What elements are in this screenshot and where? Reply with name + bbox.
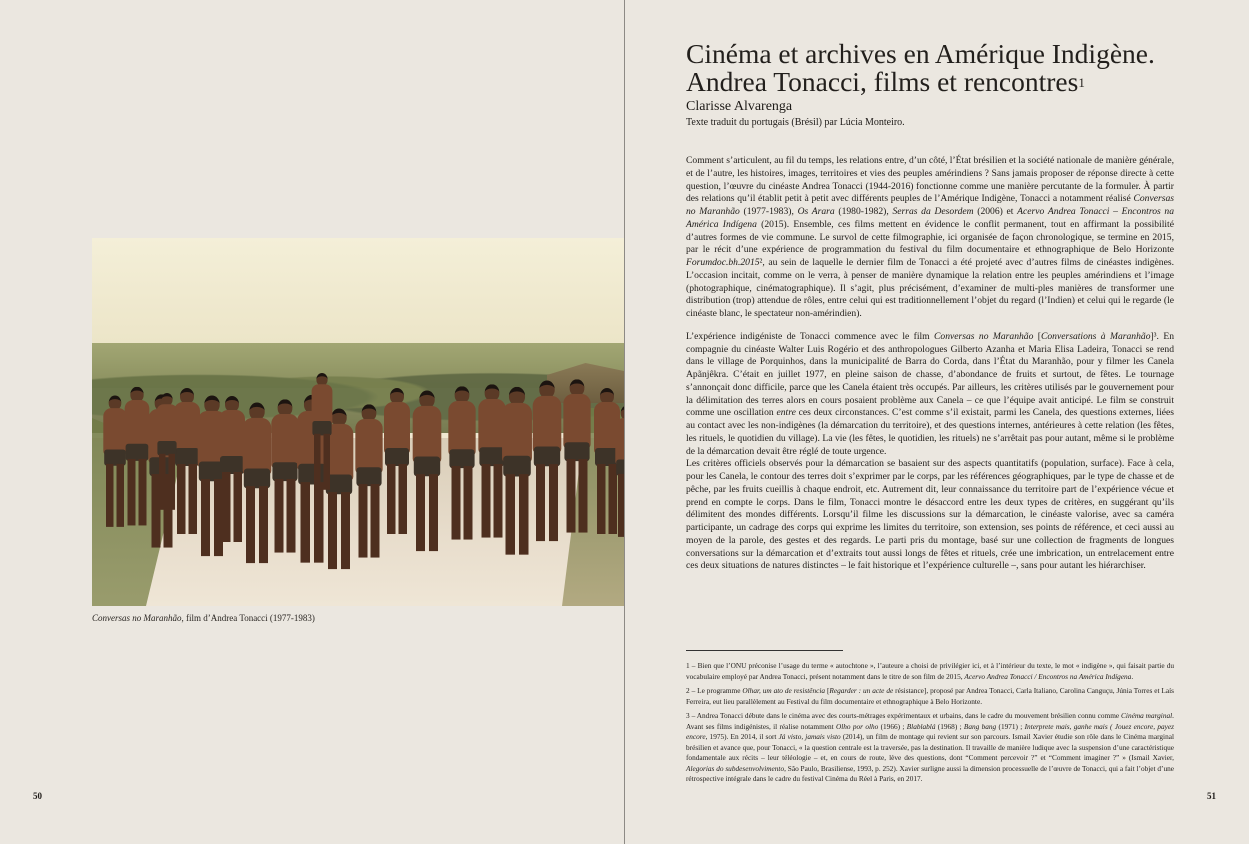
page-number-left: 50 <box>33 791 42 801</box>
text-run: ]³. En compagnie du cinéaste Walter Luis Rogério et des anthropologues Gilberto Azanha et Maria Elisa Ladeira, Tonacci se rend dans le village de Porquinhos, dans la municipalité de Barra do Corda, dans l’État du Maranhão, pour y filmer les Canela Apãnjêkra. C’était en juillet 1977, en pleine saison de chasse, d’abondance de fruits et surtout, de fêtes. Le tournage s’annonçait donc difficile, parce que les Canela étaient très occupés. Par ailleurs, les critères utilisés par le gouvernement pour la délimitation des terres alors en cours posaient problème aux Canela – ce que l’équipe avait anticipé. Le film se construit comme une oscillation <box>686 330 1174 419</box>
page-number-right: 51 <box>1207 791 1216 801</box>
footnote-2 <box>686 686 1174 707</box>
footnotes <box>686 661 1174 789</box>
footnote-1 <box>686 661 1174 682</box>
photo-person <box>561 379 593 537</box>
text-run: (1966) ; <box>878 721 907 731</box>
text-run: (1971) ; <box>996 721 1025 731</box>
photo-person <box>500 387 535 560</box>
body-paragraph-3: Les critères officiels observés pour la démarcation se basaient sur des aspects quantitatifs (population, surface). Face à cela, pour les Canela, le contour des terres doit s’exprimer par le corps, par les références géographiques, par le type de chasse et de pêche, par les fruits cueillis à chaque endroit, etc. Autrement dit, leur connaissance du territoire part de l’expérience vécue et prend en compte le corps. Dans le film, Tonacci montre le désaccord entre les deux types de critères, en suggérant qu’ils délimitent des mondes différents. Lorsqu’il filme les discussions sur la démarcation, le cinéaste valorise, avec sa caméra participante, un cadrage des corps qui exprime les limites du territoire, son extension, ses points de référence, et ceci aussi au moyen de la parole, des gestes et des regards. Le parti pris du montage, basé sur une collection de fragments de longues conversations sur la démarcation et d’extraits tout aussi longs de fêtes et rituels, crée une imbrication, un entrelacement entre ces deux situations de natures distinctes – le fait historique et l’expérience culturelle –, sans pour autant les hiérarchiser. <box>686 458 1174 572</box>
photo-person <box>411 391 444 556</box>
title-line-2: Andrea Tonacci, films et rencontres <box>686 66 1079 97</box>
text-run: Bang bang <box>963 721 997 731</box>
article-body <box>686 155 1174 573</box>
text-run: Blablablá <box>906 721 936 731</box>
photo-person <box>446 386 478 544</box>
text-run: Alegorias do subdesenvolvimento <box>686 763 785 773</box>
photo-person <box>310 373 334 493</box>
text-run: . Avant ses films indigénistes, il réalise notamment <box>686 711 1174 731</box>
body-paragraph-1 <box>686 155 1174 321</box>
title-footnote-marker: 1 <box>1078 75 1085 90</box>
text-run: Os Arara <box>797 206 835 217</box>
text-run: (1980-1982), <box>834 206 893 217</box>
text-run: [ <box>1033 330 1041 342</box>
text-run: (2014), un film de montage qui revient sur son parcours. Ismail Xavier étudie son rôle dans le Cinéma marginal brésilien et avance que, pour Tonacci, « la question centrale est la traversée, pas la destination. Il travaille de manière ludique avec la suspension d’une caractéristique fondamentale aux récits – leur téléologie – et, en cours de route, lève des questions, dont “Comment percevoir ?” et “Comment imaginer ?” » (Ismail Xavier, <box>686 732 1174 762</box>
text-run: Interprete mais, ganhe mais ( Jouez encore, payez encore <box>686 721 1174 741</box>
text-run: , 1975). En 2014, il sort <box>705 732 779 741</box>
text-run: 3 – Andrea Tonacci débute dans le cinéma avec des courts-métrages expérimentaux et urbains, dans le cadre du mouvement brésilien connu comme <box>686 711 1122 720</box>
text-run: [ <box>825 686 830 695</box>
translator-credit: Texte traduit du portugais (Brésil) par Lúcia Monteiro. <box>686 117 905 128</box>
text-run: Olhar, um ato de resistência <box>742 686 826 695</box>
text-run: (1977-1983), <box>739 206 798 217</box>
text-run: Conversas no Maranhão <box>686 193 1174 217</box>
text-run: Conversas no Maranhão <box>934 330 1034 342</box>
text-run: Acervo Andrea Tonacci / Encontros na América Indígena <box>964 671 1132 681</box>
photo-person <box>155 393 179 513</box>
text-run: 1 – Bien que l’ONU préconise l’usage du terme « autochtone », l’auteure a choisi de privilégier ici, et à l’intérieur du texte, le mot « indigène », qui faisait partie du vocabulaire employé par Andrea Tonacci, présent notamment dans le titre de son film de 2015, <box>686 661 1174 681</box>
text-run: L’expérience indigéniste de Tonacci commence avec le film <box>686 330 935 342</box>
text-run: Serras da Desordem <box>892 206 974 217</box>
photo-caption <box>92 613 315 623</box>
text-run: Acervo Andrea Tonacci – Encontros na América Indígena <box>686 206 1175 230</box>
text-run: (2006) et <box>973 206 1018 217</box>
text-run: entre <box>776 407 796 419</box>
footnote-3 <box>686 711 1174 785</box>
left-page <box>0 0 624 844</box>
caption-film-title: Conversas no Maranhão <box>92 613 182 623</box>
text-run: Regarder : un acte de <box>829 686 894 695</box>
title-line-1: Cinéma et archives en Amérique Indigène. <box>686 38 1155 69</box>
text-run: (2015). Ensemble, ces films mettent en évidence le conflit permanent, tout en affirmant la possibilité d’autres formes de vie commune. Le survol de cette filmographie, ici organisée de façon chronologique, se termine en 2015, par le récit d’une expérience de programmation du festival du film documentaire et ethnographique de Belo Horizonte <box>686 218 1174 256</box>
photo-person <box>353 404 385 562</box>
film-still-photo <box>92 238 624 606</box>
photo-person <box>382 388 412 538</box>
text-run: Já visto, jamais visto <box>778 732 841 741</box>
text-run: ², au sein de laquelle le dernier film de Tonacci a été projeté avec d’autres films de cinéastes indigènes. L’occasion incitait, comme on le verra, à penser de manière dynamique la relation entre les peuples amérindiens et l’image (photographique, cinématographique). Il s’agit, plus précisément, d’examiner de multi-ples manières de transformer une distribution (trop) attendue de rôles, entre celui qui est traditionnellement l’objet du regard (l’Indien) et celui qui le regarde (le cinéaste blanc, le spectateur non-amérindien). <box>686 257 1174 319</box>
text-run: ces deux circonstances. C’est comme s’il existait, parmi les Canela, des questions externes, liées au contact avec les non-indigènes (la démarcation du territoire), et des questions internes, antérieures à cette relation (les fêtes, les rituels, le quotidien du village). La vie (les fêtes, le quotidien, les rituels) ne s’arrêtait pas pour autant, même si le problème de la démarcation devait être réglé de toute urgence. <box>686 407 1174 457</box>
footnote-rule <box>686 650 843 651</box>
author-name: Clarisse Alvarenga <box>686 99 793 114</box>
article-title <box>686 40 1206 96</box>
caption-rest: , film d’Andrea Tonacci (1977-1983) <box>181 613 315 623</box>
text-run: résistance], proposé par Andrea Tonacci, Carla Italiano, Carolina Canguçu, Júnia Torres et Laís Ferreira, eut lieu parallèlement au Festival du film documentaire et ethnographique à Belo Horizonte. <box>686 686 1174 706</box>
text-run: , São Paulo, Brasiliense, 1993, p. 252). Xavier surligne aussi la dimension processuelle de l’œuvre de Tonacci, qui a fait l’objet d’une rétrospective intégrale dans le cadre du festival Cinéma du Réel à Paris, en 2017. <box>686 763 1174 783</box>
body-paragraph-2 <box>686 331 1174 459</box>
photo-person <box>531 381 564 546</box>
text-run: . <box>1131 671 1134 681</box>
text-run: Forumdoc.bh.2015 <box>686 257 760 268</box>
text-run: Cinéma marginal <box>1121 711 1173 720</box>
text-run: Conversations à Maranhão <box>1040 330 1151 342</box>
text-run: Olho por olho <box>835 721 879 731</box>
text-run: 2 – Le programme <box>686 686 743 695</box>
photo-person <box>614 406 625 541</box>
text-run: Comment s’articulent, au fil du temps, les relations entre, d’un côté, l’État brésilien et la société nationale de manière générale, et de l’autre, les histoires, images, territoires et vies des peuples amérindiens ? Sans jamais proposer de réponse directe à cette question, l’œuvre du cinéaste Andrea Tonacci (1944-2016) fonctionne comme une manière percutante de la formuler. À partir des relations qu’il établit petit à petit avec différents peuples de l’Amérique Indigène, Tonacci a notamment réalisé <box>686 155 1174 205</box>
text-run: (1968) ; <box>935 721 964 731</box>
